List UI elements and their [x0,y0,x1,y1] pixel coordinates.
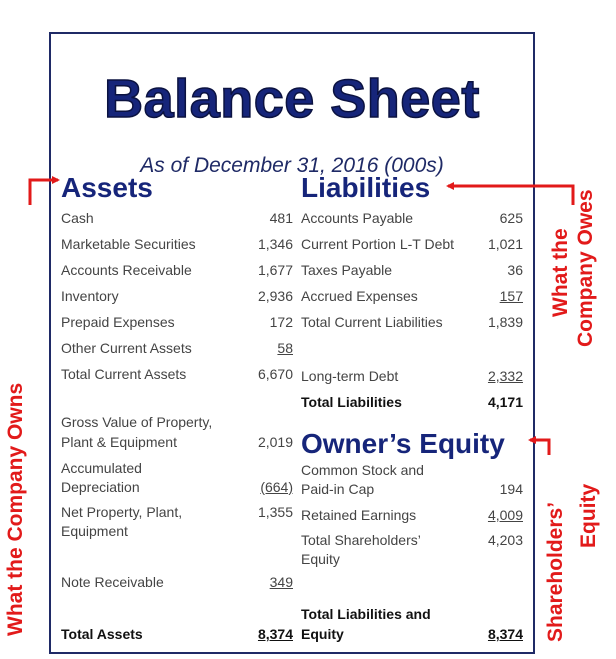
liabilities-heading: Liabilities [301,172,431,203]
row-value: 1,839 [487,314,523,330]
annotation-shareholders: Shareholders’ [544,501,567,642]
page-title: Balance Sheet [104,69,480,129]
row-value: 36 [507,262,523,278]
annotation-what-the: What the [549,228,572,317]
row-label: Current Portion L-T Debt [301,236,455,252]
row-label: Prepaid Expenses [61,314,175,330]
assets-heading: Assets [61,172,153,203]
row-value: 157 [499,288,523,304]
row-value: 1,677 [257,262,293,278]
row-label: Accrued Expenses [301,288,418,304]
row-value: 6,670 [257,366,293,382]
row-label: Marketable Securities [61,236,196,252]
equity-arrow-icon [530,440,549,455]
row-label: Cash [61,210,94,226]
balance-sheet-frame: Balance Sheet As of December 31, 2016 (000s) Assets Cash 481 Marketable Securities 1,346 Accounts Receivable 1,677 Inventory 2,936 Prepaid Expenses 172 Other Current Assets 58 Total Current Assets 6,670 Gross Value of Property, Plant & Equipment 2,019 Accumulated Depreciation (664) Net Property, Plant, Equipment 1,355 Note Receivable 349 Total Assets 8,374 Liabilities Accounts Payable 625 Current Portion L-T Debt 1,021 Taxes Payable 36 Accrued Expenses 157 Total Current Liabilities 1,839 Long-term Debt 2,332 Total Liabilities 4,171 Owner’s Equity Common Stock and Paid-in Cap 194 Retained Earnings 4,009 Total Shareholders’ Equity 4,203 Total Liabilities and Equity 8,374 [49,32,535,654]
row-value: 1,346 [257,236,293,252]
row-label: Accounts Payable [301,210,414,226]
row-label: Total Current Assets [61,366,187,382]
equity-heading: Owner’s Equity [301,428,505,459]
page-subtitle: As of December 31, 2016 (000s) [140,154,444,177]
row-label: Accounts Receivable [61,262,192,278]
row-value: 625 [499,210,523,226]
annotation-company-owes: Company Owes [574,189,597,347]
row-value: 172 [269,314,293,330]
row-label: Inventory [61,288,119,304]
row-label: Total Current Liabilities [301,314,443,330]
row-value: 481 [269,210,293,226]
annotation-equity: Equity [577,483,600,548]
annotation-what-company-owns: What the Company Owns [4,382,27,636]
right-arrow-icon [448,186,573,205]
row-label: Other Current Assets [61,340,192,356]
left-arrow-icon [30,180,58,205]
row-label: Taxes Payable [301,262,393,278]
row-value: 1,021 [487,236,523,252]
row-value: 58 [277,340,293,356]
row-value: 2,936 [257,288,293,304]
